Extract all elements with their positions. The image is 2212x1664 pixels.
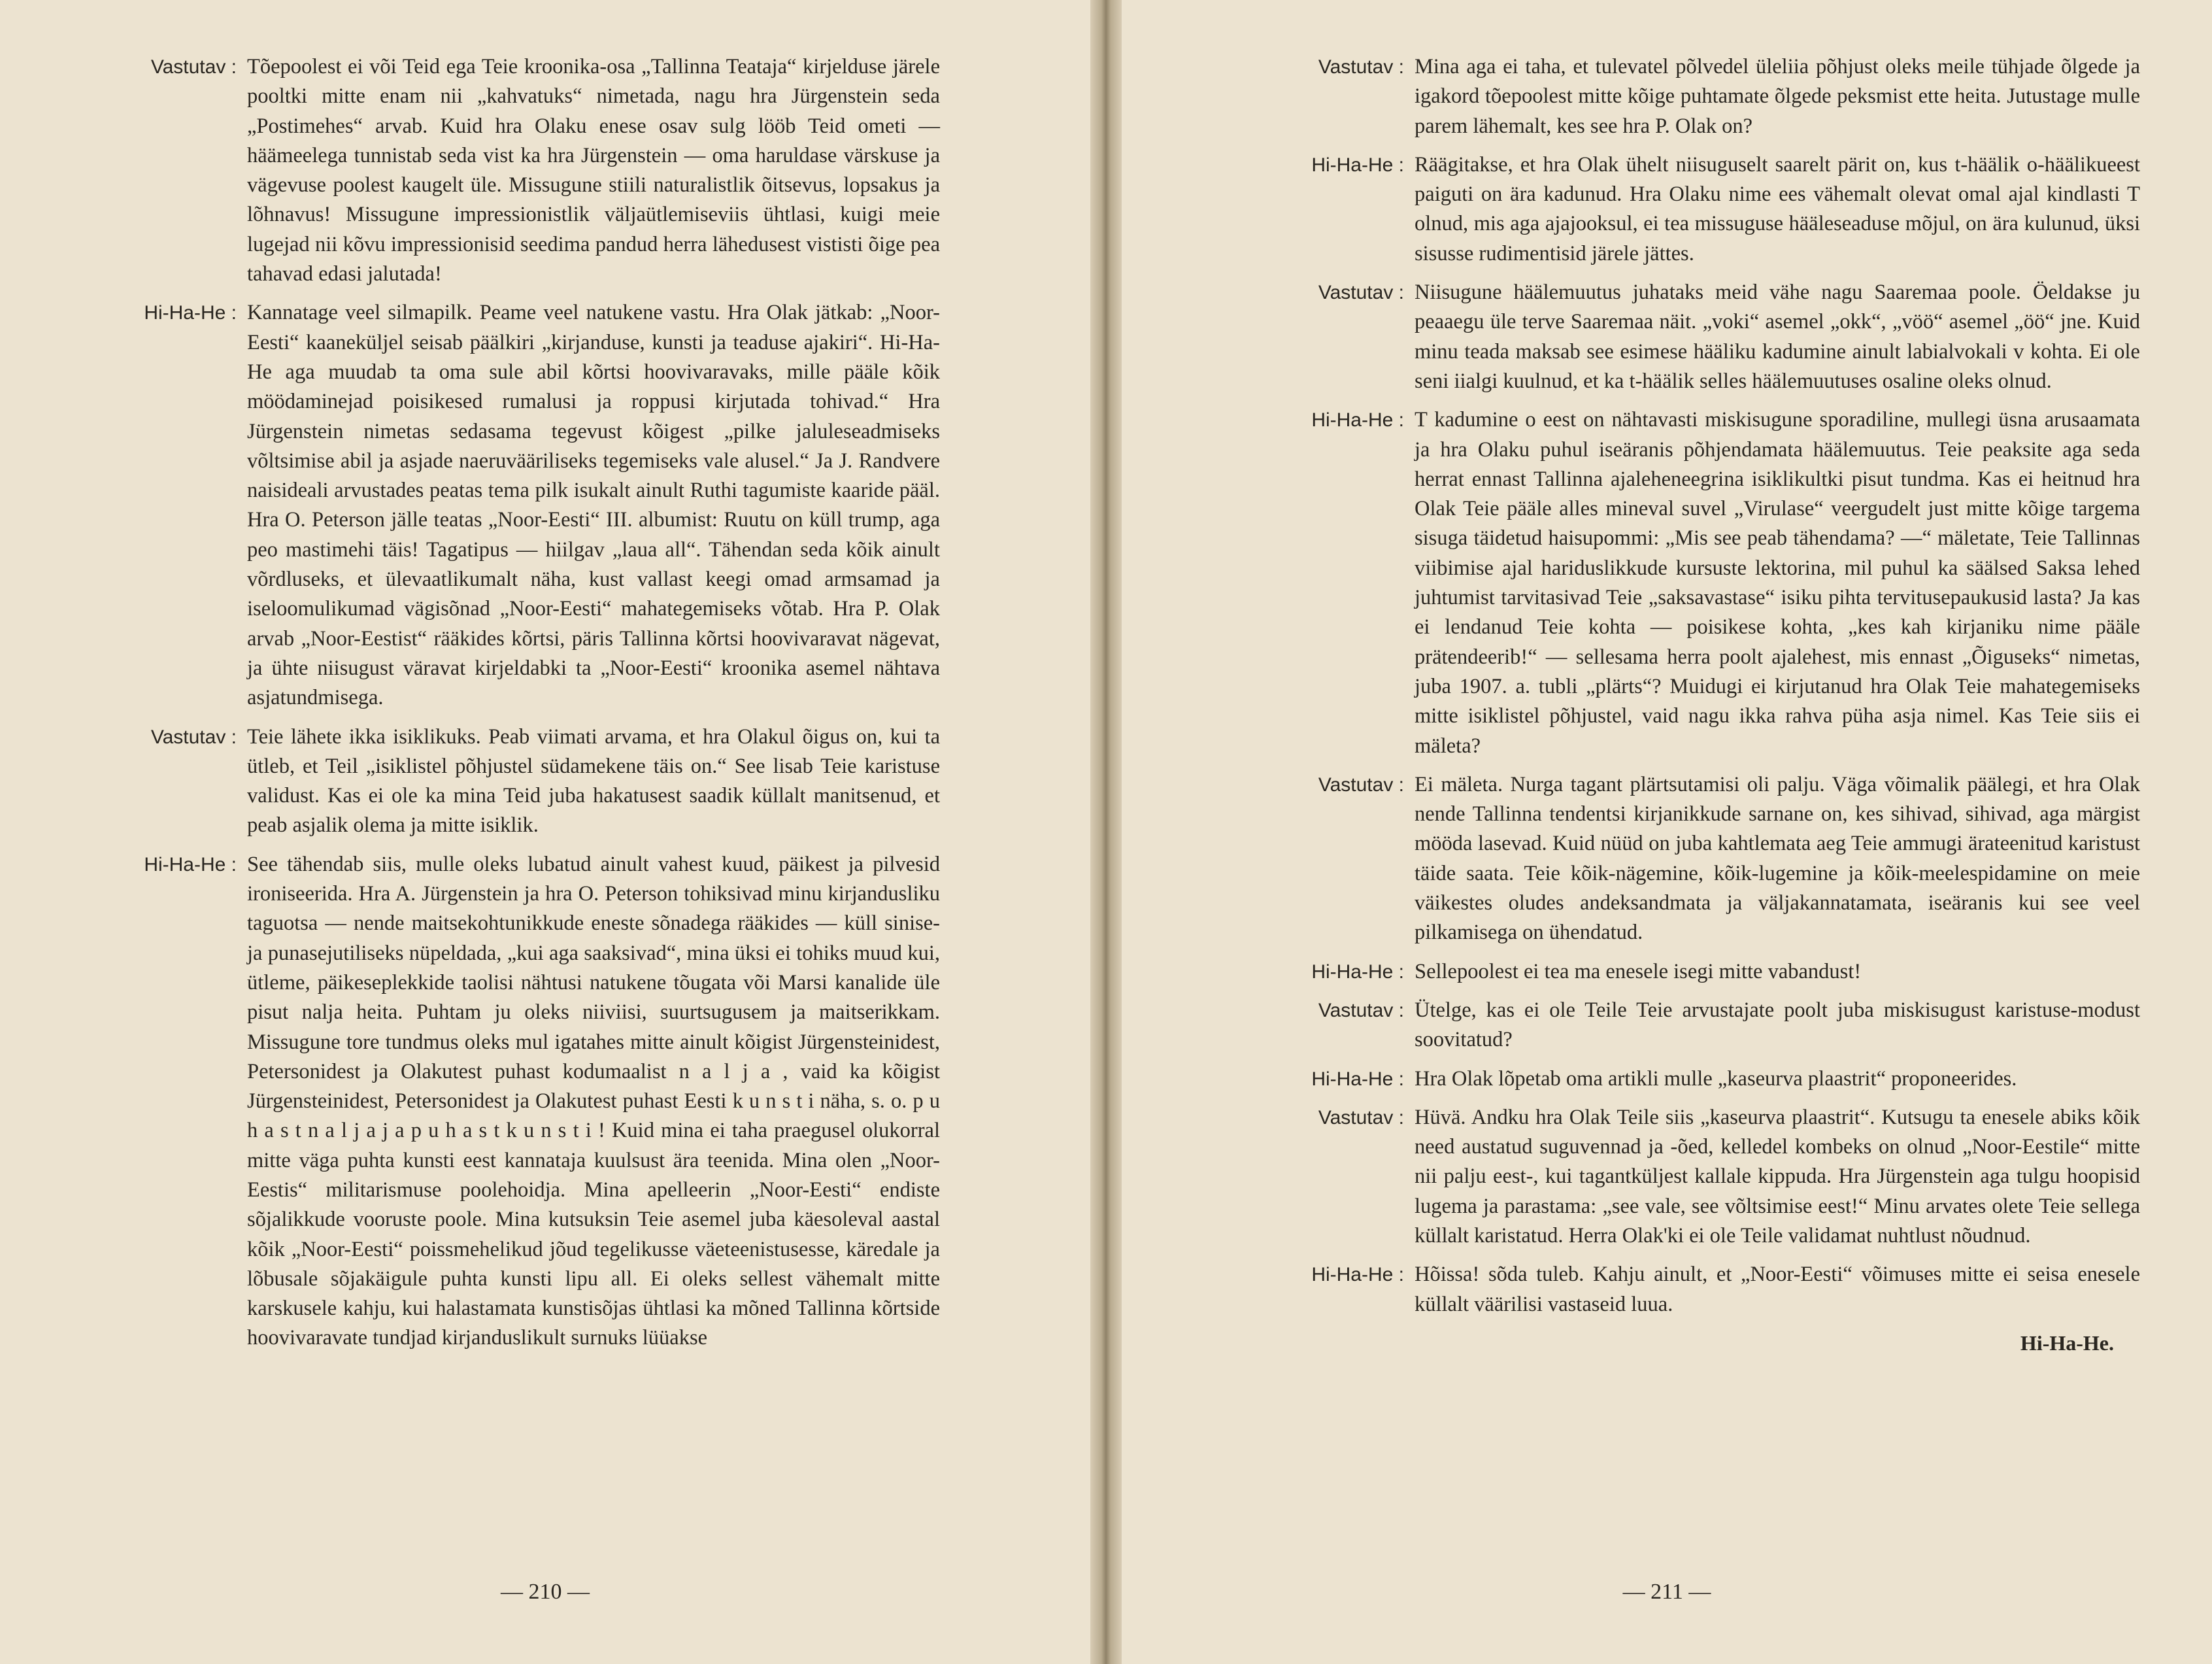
dialogue-text: Ütelge, kas ei ole Teile Teie arvustajate poolt juba miskisugust karistuse-modust soovitatud? (1415, 998, 2140, 1052)
speaker-label: Vastutav : (1318, 56, 1404, 78)
dialogue-entry (1252, 770, 2140, 948)
dialogue-text: Tõepoolest ei või Teid ega Teie kroonika-osa „Tallinna Teataja“ kirjelduse järele pooltki mitte enam nii „kahvatuks“ nimetada, nagu hra Jürgenstein seda „Postimehes“ arvab. Kuid hra Olaku enese osav sulg lööb Teid ometi — häämeelega tunnistab seda vist ka hra Jürgenstein — oma haruldase värskuse ja vägevuse poolest kaugelt üle. Missugune stiili naturalistlik õitsevus, lopsakus ja lõhnavus! Missugune impressionistlik väljaütlemiseviis ühtlasi, kuigi meie lugejad nii kõvu impressionisid seedima pandud herra lähedusest vististi õige pea tahavad edasi jalutada! (247, 55, 940, 286)
dialogue-entry (1252, 957, 2140, 987)
speaker-label: Vastutav : (1318, 773, 1404, 796)
dialogue-text: Hra Olak lõpetab oma artikli mulle „kaseurva plaastrit“ proponeerides. (1415, 1066, 2017, 1091)
book-gutter (1090, 0, 1122, 1664)
dialogue-text: Hüvä. Andku hra Olak Teile siis „kaseurva plaastrit“. Kutsugu ta enesele abiks kõik need austatud suguvennad ja -õed, kelledel kombeks on olnud „Noor-Eestile“ mitte nii palju eest-, kui tagantküljest kallale kippuda. Hra Jürgenstein aga tulgu hoopisid lugema ja parastama: „see vale, see võltsimise eest!“ Minu arvates olete Teie sellega küllalt karistatud. Herra Olak'ki ei ole Teile validamat nuhtlust nõudnud. (1415, 1105, 2140, 1248)
speaker-label: Vastutav : (1318, 282, 1404, 304)
dialogue-entry (1252, 1260, 2140, 1319)
speaker-label: Hi-Ha-He : (144, 302, 237, 324)
right-page-text (1122, 52, 2212, 1358)
speaker-label: Vastutav : (150, 56, 237, 78)
dialogue-text: Mina aga ei taha, et tulevatel põlvedel üleliia põhjust oleks meile tühjade õlgede ja igakord tõepoolest mitte kõige puhtamate õlgede peksmist ette heita. Jutustage mulle parem lähemalt, kes see hra P. Olak on? (1415, 55, 2140, 138)
speaker-label: Hi-Ha-He : (1311, 1264, 1404, 1286)
dialogue-entry (1252, 405, 2140, 761)
speaker-label: Hi-Ha-He : (144, 853, 237, 875)
dialogue-text: Hõissa! sõda tuleb. Kahju ainult, et „Noor-Eesti“ võimuses mitte ei seisa enesele küllalt väärilisi vastaseid luua. (1415, 1263, 2140, 1316)
dialogue-text: Niisugune häälemuutus juhataks meid vähe nagu Saaremaa poole. Öeldakse ju peaaegu üle terve Saaremaa näit. „voki“ asemel „okk“, „vöö“ asemel „öö“ jne. Kuid minu teada maksab see esimese hääliku kadumine ainult labialvokali v kohta. Ei ole seni iialgi kuulnud, et ka t-häälik selles häälemuutuses osaline oleks olnud. (1415, 280, 2140, 393)
dialogue-entry (1252, 1103, 2140, 1251)
dialogue-entry (85, 722, 940, 841)
speaker-label: Vastutav : (1318, 1106, 1404, 1129)
left-page-text (0, 52, 1090, 1363)
speaker-label: Vastutav : (1318, 999, 1404, 1021)
speaker-label: Vastutav : (150, 726, 237, 748)
page-number-left: — 210 — (501, 1580, 590, 1604)
left-page (0, 0, 1090, 1664)
dialogue-entry (1252, 1064, 2140, 1094)
dialogue-entry (1252, 278, 2140, 396)
dialogue-entry (85, 850, 940, 1353)
dialogue-text: Sellepoolest ei tea ma enesele isegi mitte vabandust! (1415, 959, 1862, 983)
page-number-right: — 211 — (1622, 1580, 1711, 1604)
speaker-label: Hi-Ha-He : (1311, 154, 1404, 176)
dialogue-text: Kannatage veel silmapilk. Peame veel natukene vastu. Hra Olak jätkab: „Noor-Eesti“ kaaneküljel seisab päälkiri „kirjanduse, kunsti ja teaduse ajakiri“. Hi-Ha-He aga muudab ta oma sule abil kõrtsi hoovivaravaks, mille pääle kõik möödaminejad poisikesed rumalusi ja roppusi kirjutada tohivad.“ Hra Jürgenstein nimetas sedasama tegevust kõigest „pilke jaluleseadmiseks võltsimise abil ja asjade naeruvääriliseks tegemiseks vale alusel.“ Ja J. Randvere naisideali arvustades peatas tema pilk isukalt ainult Ruthi tagumiste kaaride pääl. Hra O. Peterson jälle teatas „Noor-Eesti“ III. albumist: Ruutu on küll trump, aga peo mastimehi täis! Tagatipus — hiilgav „laua all“. Tähendan seda kõik ainult võrdluseks, et ülevaatlikumalt näha, kust vallast keegi omad armsamad ja iseloomulikumad vägisõnad „Noor-Eesti“ mahategemiseks võtab. Hra P. Olak arvab „Noor-Eestist“ rääkides kõrtsi, päris Tallinna kõrtsi hoovivaravat nägevat, ja ühte niisugust väravat kirjeldabki ta „Noor-Eesti“ kroonika asemel nähtava asjatundmisega. (247, 301, 940, 710)
dialogue-text: See tähendab siis, mulle oleks lubatud ainult vahest kuud, päikest ja pilvesid ironiseerida. Hra A. Jürgenstein ja hra O. Peterson tohiksivad minu kirjandusliku taguotsa — nende maitsekohtunikkude eneste sõnadega rääkides — küll sinise- ja punasejutiliseks nüpeldada, „kui aga saaksivad“, mina üksi ei tohiks muud kui, ütleme, päikeseplekkide taolisi nähtusi natukene tõugata või Marsi kanalide üle pisut nalja heita. Puhtam ju oleks niiviisi, suurtsugusem ja maitserikkam. Missugune tore tundmus oleks mul igatahes mitte ainult kõigist Jürgensteinidest, Petersonidest ja Olakutest puhast kodumaalist n a l j a , vaid ka kõigist Jürgensteinidest, Petersonidest ja Olakutest puhast Eesti k u n s t i näha, s. o. p u h a s t n a l j a j a p u h a s t k u n s t i ! Kuid mina ei taha praegusel olukorral mitte väga puhta kunsti eest kannataja kuulsust ära teenida. Mina olen „Noor-Eestis“ militarismuse poolehoidja. Mina apelleerin „Noor-Eesti“ endiste sõjalikkude vooruste poole. Mina kutsuksin Teie asemel juba käesoleval aastal kõik „Noor-Eesti“ poissmehelikud jõud tegelikusse väeteenistusesse, käredale ja lõbusale sõjakäigule puhta kunsti lipu all. Ei oleks sellest vähemalt mitte karskusele kahju, kui halastamata kunstisõjas ühtlasi ka mõned Tallinna kõrtside hoovivaravate tundjad kirjanduslikult surnuks lüüakse (247, 852, 940, 1350)
dialogue-entry (1252, 996, 2140, 1055)
speaker-label: Hi-Ha-He : (1311, 1068, 1404, 1090)
dialogue-text: Teie lähete ikka isiklikuks. Peab viimati arvama, et hra Olakul õigus on, kui ta ütleb, et Teil „isiklistel põhjustel südamekene täis on.“ See lisab Teie karistuse validust. Kas ei ole ka mina Teid juba hakatusest saadik küllalt manitsenud, et peab asjalik olema ja mitte isiklik. (247, 724, 940, 838)
speaker-label: Hi-Ha-He : (1311, 409, 1404, 432)
dialogue-text: T kadumine o eest on nähtavasti miskisugune sporadiline, mullegi üsna arusaamata ja hra Olaku puhul iseäranis põhjendamata häälemuutus. Teie peaksite aga seda herrat ennast Tallinna ajaleheneegrina isiklikultki pisut tundma. Kas ei heitnud hra Olak Teie pääle alles mineval suvel „Virulase“ veergudelt just mitte kõige targema sisuga täidetud haisupommi: „Mis see peab tähendama? —“ mäletate, Teie Tallinnas viibimise ajal hariduslikkude kursuste lektorina, mil puhul ka säälsed Saksa lehed juhtumist tarvitasivad Teie „saksavastase“ isiku pihta tervitusepaukusid lasta? Ja kas ei lendanud Teie kohta — poisikese kohta, „kes kah kirjaniku nime pääle prätendeerib!“ — sellesama herra poolt ajalehest, mis ennast „Õiguseks“ nimetas, juba 1907. a. tubli „plärts“? Muidugi ei kirjutanud hra Olak Teie mahategemiseks mitte isiklistel põhjustel, vaid nagu ikka rahva püha asja nimel. Kas Teie siis ei mäleta? (1415, 408, 2140, 758)
dialogue-text: Räägitakse, et hra Olak ühelt niisuguselt saarelt pärit on, kus t-häälik o-häälikueest paiguti on ära kadunud. Hra Olaku nime ees vähemalt olevat omal ajal kindlasti T olnud, mis aga ajajooksul, ei tea missuguse hääleseaduse mõjul, on ära kulunud, üksi sisusse rudimentisid järele jättes. (1415, 152, 2140, 265)
right-page (1122, 0, 2212, 1664)
author-signature: Hi-Ha-He. (2020, 1331, 2114, 1355)
dialogue-entry (85, 52, 940, 289)
speaker-label: Hi-Ha-He : (1311, 960, 1404, 983)
dialogue-entry (85, 298, 940, 713)
dialogue-text: Ei mäleta. Nurga tagant plärtsutamisi oli palju. Väga võimalik päälegi, et hra Olak nende Tallinna tendentsi kirjanikkude sarnane on, kes sihivad, sihivad, aga märgist mööda lasevad. Kuid nüüd on juba kahtlematа aeg Teie ammugi ärateenitud karistust täide saata. Teie kõik-nägemine, kõik-lugemine ja kõik-meelespidamine on meie väikestes oludes andeksandmata ja väljakannatamata, iseäranis kui see veel pilkamisega on ühendatud. (1415, 772, 2140, 945)
dialogue-entry (1252, 150, 2140, 269)
dialogue-entry (1252, 52, 2140, 141)
